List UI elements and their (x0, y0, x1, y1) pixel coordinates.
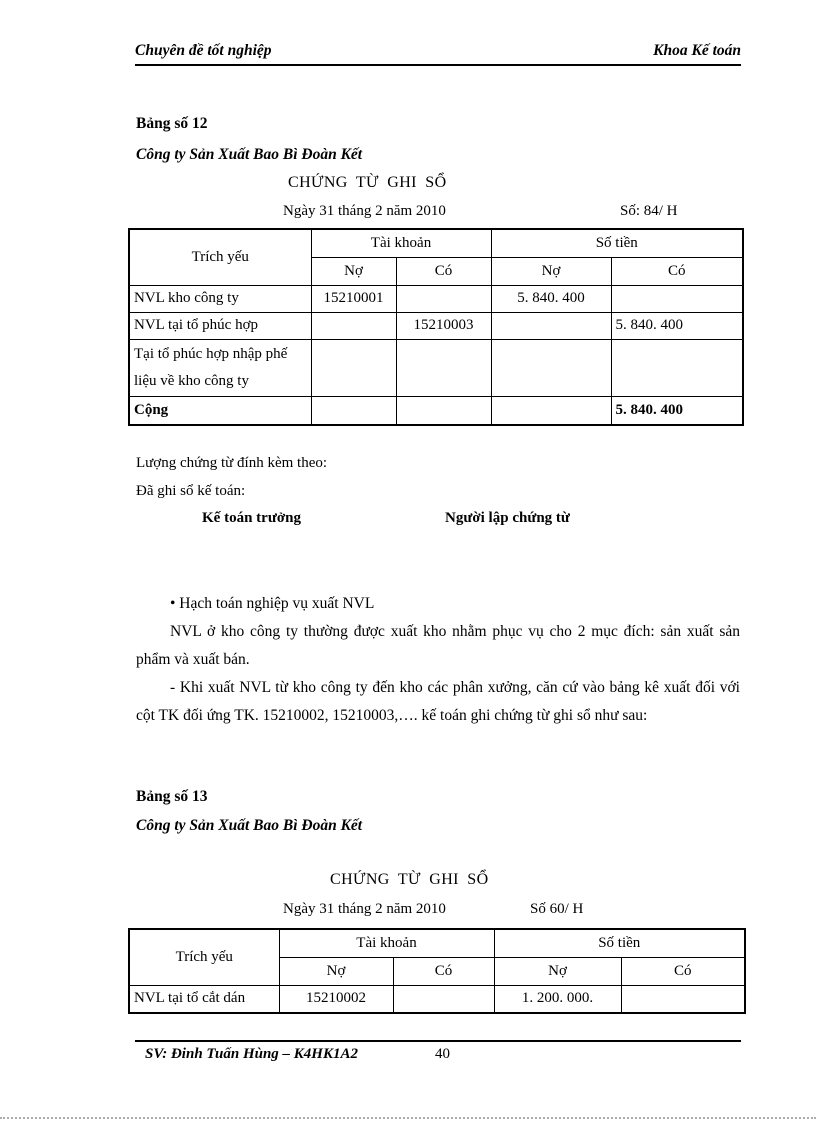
total-label-cell: Cộng (129, 396, 311, 425)
paragraph: NVL ở kho công ty thường được xuất kho nhằm phục vụ cho 2 mục đích: sản xuất sản phẩm và xuất bán. (136, 623, 740, 668)
body-text (136, 590, 740, 730)
account-debit-cell (311, 312, 396, 339)
amount-debit-cell (491, 312, 611, 339)
column-header-account-credit: Có (393, 957, 494, 985)
attached-docs-line: Lượng chứng từ đính kèm theo: (136, 455, 328, 471)
table-row (129, 312, 743, 339)
amount-debit-cell (491, 396, 611, 425)
document-number-2: Số 60/ H (530, 901, 584, 917)
column-header-account-group: Tài khoản (279, 929, 494, 957)
column-header-amount-credit: Có (611, 257, 743, 285)
document-number-1: Số: 84/ H (620, 203, 678, 219)
description-cell: NVL kho công ty (129, 285, 311, 312)
description-cell: NVL tại tổ cắt dán (129, 985, 279, 1013)
table-header-row-groups (129, 229, 743, 257)
page-number: 40 (435, 1046, 450, 1062)
account-credit-cell (396, 285, 491, 312)
column-header-amount-group: Số tiền (491, 229, 743, 257)
company-name-2: Công ty Sản Xuất Bao Bì Đoàn Kết (136, 817, 363, 834)
signature-chief-accountant: Kế toán trưởng (202, 510, 301, 526)
account-credit-cell (393, 985, 494, 1013)
table-row (129, 985, 745, 1013)
document-title-1: CHỨNG TỪ GHI SỔ (288, 174, 447, 191)
amount-debit-cell: 1. 200. 000. (494, 985, 621, 1013)
amount-credit-cell (621, 985, 745, 1013)
recorded-line: Đã ghi sổ kế toán: (136, 483, 246, 499)
description-cell: Tại tổ phúc hợp nhập phế liệu về kho công ty (129, 339, 311, 396)
voucher-table-13 (128, 928, 746, 1014)
document-date-1: Ngày 31 tháng 2 năm 2010 (283, 203, 446, 219)
page-bottom-edge (0, 1117, 816, 1119)
account-credit-cell: 15210003 (396, 312, 491, 339)
running-head-left: Chuyên đề tốt nghiệp (135, 42, 272, 59)
account-debit-cell (311, 396, 396, 425)
description-cell: NVL tại tổ phúc hợp (129, 312, 311, 339)
amount-debit-cell: 5. 840. 400 (491, 285, 611, 312)
table-total-row (129, 396, 743, 425)
table-row (129, 339, 743, 396)
amount-debit-cell (491, 339, 611, 396)
column-header-amount-group: Số tiền (494, 929, 745, 957)
amount-credit-cell (611, 339, 743, 396)
amount-credit-cell: 5. 840. 400 (611, 312, 743, 339)
company-name-1: Công ty Sản Xuất Bao Bì Đoàn Kết (136, 146, 363, 163)
column-header-account-group: Tài khoản (311, 229, 491, 257)
voucher-table-12 (128, 228, 744, 426)
document-date-2: Ngày 31 tháng 2 năm 2010 (283, 901, 446, 917)
table-label-12: Bảng số 12 (136, 115, 208, 132)
table-row (129, 285, 743, 312)
account-debit-cell: 15210002 (279, 985, 393, 1013)
running-head-right: Khoa Kế toán (653, 42, 741, 59)
account-credit-cell (396, 396, 491, 425)
account-credit-cell (396, 339, 491, 396)
column-header-amount-debit: Nợ (494, 957, 621, 985)
account-debit-cell: 15210001 (311, 285, 396, 312)
signature-preparer: Người lập chứng từ (445, 510, 570, 526)
bullet-item: • Hạch toán nghiệp vụ xuất NVL (170, 595, 375, 612)
column-header-account-debit: Nợ (279, 957, 393, 985)
running-head (135, 42, 741, 66)
column-header-amount-debit: Nợ (491, 257, 611, 285)
amount-credit-cell (611, 285, 743, 312)
student-name: SV: Đinh Tuấn Hùng – K4HK1A2 (145, 1046, 358, 1062)
account-debit-cell (311, 339, 396, 396)
column-header-amount-credit: Có (621, 957, 745, 985)
table-label-13: Bảng số 13 (136, 788, 208, 805)
column-header-description: Trích yếu (129, 929, 279, 985)
column-header-account-debit: Nợ (311, 257, 396, 285)
running-foot (135, 1040, 741, 1072)
document-title-2: CHỨNG TỪ GHI SỔ (330, 871, 489, 888)
table-header-row-groups (129, 929, 745, 957)
total-amount-cell: 5. 840. 400 (611, 396, 743, 425)
column-header-description: Trích yếu (129, 229, 311, 285)
column-header-account-credit: Có (396, 257, 491, 285)
paragraph: - Khi xuất NVL từ kho công ty đến kho các phân xưởng, căn cứ vào bảng kê xuất đối với cột TK đối ứng TK. 15210002, 15210003,…. kế toán ghi chứng từ ghi sổ như sau: (136, 679, 740, 724)
